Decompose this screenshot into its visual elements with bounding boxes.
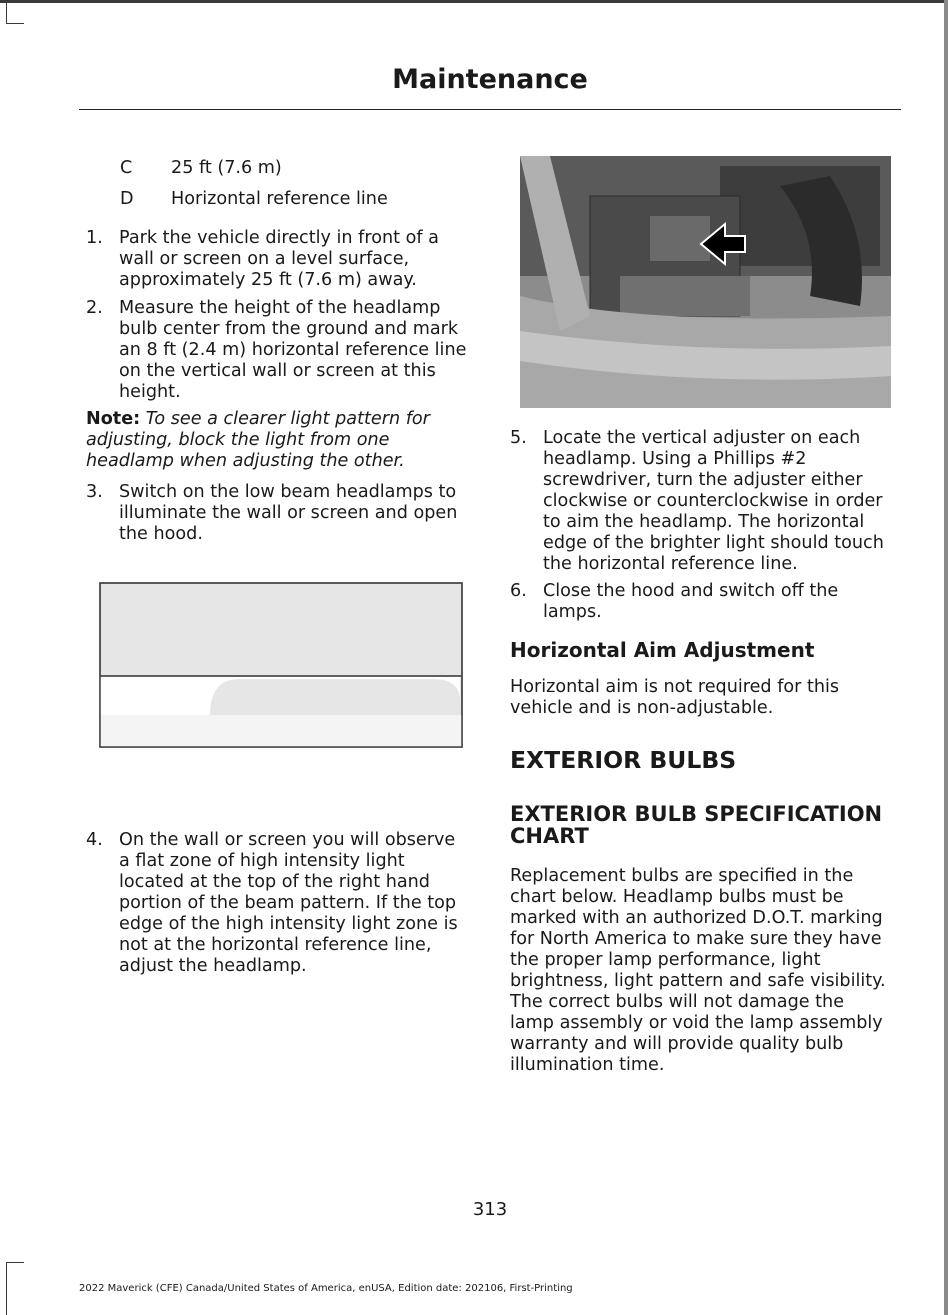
step-1-text: Park the vehicle directly in front of a wall or screen on a level surface, approximately 25 ft (7.6 m) away. xyxy=(119,228,439,290)
crop-mark xyxy=(944,0,948,1315)
step-2-text: Measure the height of the headlamp bulb center from the ground and mark an 8 ft (2.4 m) horizontal reference line on the vertical wall or screen at this height. xyxy=(119,298,467,402)
step-4-text: On the wall or screen you will observe a flat zone of high intensity light located at the top of the right hand portion of the beam pattern. If the top edge of the high intensity light zone is not at the horizontal reference line, adjust the headlamp. xyxy=(119,830,458,976)
crop-mark xyxy=(6,1262,24,1263)
crop-mark xyxy=(6,23,24,24)
footer-text: 2022 Maverick (CFE) Canada/United States of America, enUSA, Edition date: 202106, First-Printing xyxy=(79,1283,573,1294)
crop-mark xyxy=(6,1262,7,1315)
legend-letter: C xyxy=(120,158,133,178)
crop-mark xyxy=(6,0,7,24)
step-number: 3. xyxy=(86,482,103,502)
crop-mark xyxy=(0,0,948,3)
legend-text: Horizontal reference line xyxy=(171,189,388,209)
step-number: 4. xyxy=(86,830,103,850)
step-3-text: Switch on the low beam headlamps to illuminate the wall or screen and open the hood. xyxy=(119,482,458,544)
section-heading-bulb-spec-chart: EXTERIOR BULB SPECIFICATION CHART xyxy=(510,802,883,848)
step-6-text: Close the hood and switch off the lamps. xyxy=(543,581,839,622)
step-5-text: Locate the vertical adjuster on each headlamp. Using a Phillips #2 screwdriver, turn the adjuster either clockwise or counterclockwise in order to aim the headlamp. The horizontal edge of the brighter light should touch the horizontal reference line. xyxy=(543,428,884,574)
section-heading-exterior-bulbs: EXTERIOR BULBS xyxy=(510,746,737,774)
step-number: 2. xyxy=(86,298,103,318)
beam-pattern-diagram xyxy=(98,581,464,749)
legend-text: 25 ft (7.6 m) xyxy=(171,158,282,178)
header-rule xyxy=(79,109,901,110)
note: Note: To see a clearer light pattern for adjusting, block the light from one headlamp when adjusting the other. xyxy=(86,409,430,471)
page-number: 313 xyxy=(472,1199,508,1220)
section-heading-horizontal-aim: Horizontal Aim Adjustment xyxy=(510,638,815,662)
horizontal-aim-text: Horizontal aim is not required for this vehicle and is non-adjustable. xyxy=(510,677,840,718)
legend-letter: D xyxy=(120,189,134,209)
step-number: 5. xyxy=(510,428,527,448)
note-label: Note: xyxy=(86,409,141,429)
headlamp-adjuster-photo xyxy=(520,156,891,408)
step-number: 1. xyxy=(86,228,103,248)
page-title: Maintenance xyxy=(392,64,588,95)
bulb-spec-text: Replacement bulbs are specified in the chart below. Headlamp bulbs must be marked with an authorized D.O.T. marking for North America to make sure they have the proper lamp performance, light brightness, light pattern and safe visibility. The correct bulbs will not damage the lamp assembly or void the lamp assembly warranty and will provide quality bulb illumination time. xyxy=(510,866,886,1075)
step-number: 6. xyxy=(510,581,527,601)
